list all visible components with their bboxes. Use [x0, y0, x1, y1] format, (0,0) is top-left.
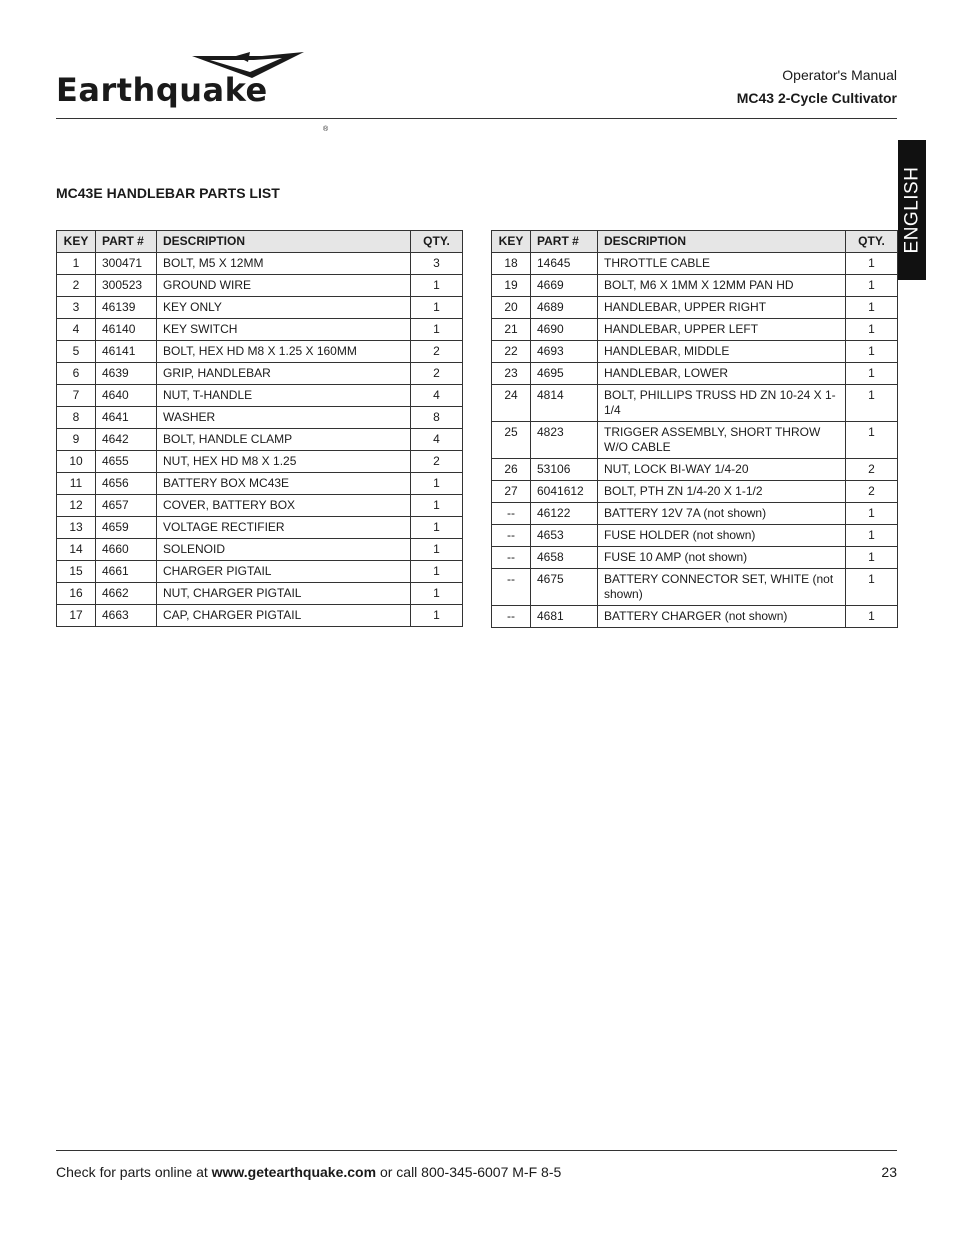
cell-key: --: [492, 525, 531, 547]
cell-part-number: 14645: [531, 253, 598, 275]
cell-description: VOLTAGE RECTIFIER: [157, 517, 411, 539]
cell-part-number: 4657: [96, 495, 157, 517]
cell-key: 27: [492, 481, 531, 503]
cell-description: GRIP, HANDLEBAR: [157, 363, 411, 385]
cell-key: --: [492, 569, 531, 606]
cell-qty: 1: [846, 363, 898, 385]
column-header-part: PART #: [531, 231, 598, 253]
cell-description: KEY ONLY: [157, 297, 411, 319]
cell-qty: 1: [411, 297, 463, 319]
cell-qty: 1: [411, 605, 463, 627]
cell-qty: 2: [846, 459, 898, 481]
column-header-description: DESCRIPTION: [598, 231, 846, 253]
cell-part-number: 4655: [96, 451, 157, 473]
table-row: [57, 451, 463, 473]
table-row: [57, 495, 463, 517]
cell-qty: 4: [411, 429, 463, 451]
cell-description: SOLENOID: [157, 539, 411, 561]
table-header-row: [492, 231, 898, 253]
footer-prefix: Check for parts online at: [56, 1164, 212, 1180]
cell-key: 3: [57, 297, 96, 319]
cell-part-number: 300523: [96, 275, 157, 297]
manual-label: Operator's Manual: [782, 67, 897, 83]
cell-qty: 1: [846, 253, 898, 275]
cell-description: TRIGGER ASSEMBLY, SHORT THROW W/O CABLE: [598, 422, 846, 459]
parts-table-right: [491, 230, 898, 628]
cell-qty: 1: [411, 517, 463, 539]
cell-part-number: 4653: [531, 525, 598, 547]
cell-part-number: 4693: [531, 341, 598, 363]
cell-part-number: 4658: [531, 547, 598, 569]
language-tab: [898, 140, 926, 280]
cell-description: HANDLEBAR, LOWER: [598, 363, 846, 385]
cell-key: 14: [57, 539, 96, 561]
cell-key: 21: [492, 319, 531, 341]
language-tab-label: ENGLISH: [901, 166, 923, 254]
cell-qty: 1: [411, 275, 463, 297]
registered-mark: ®: [323, 126, 329, 133]
column-header-key: KEY: [492, 231, 531, 253]
cell-key: 16: [57, 583, 96, 605]
cell-part-number: 4659: [96, 517, 157, 539]
cell-description: NUT, LOCK BI-WAY 1/4-20: [598, 459, 846, 481]
cell-qty: 1: [411, 583, 463, 605]
cell-description: HANDLEBAR, UPPER LEFT: [598, 319, 846, 341]
cell-qty: 8: [411, 407, 463, 429]
cell-key: 13: [57, 517, 96, 539]
cell-qty: 1: [846, 385, 898, 422]
cell-part-number: 4639: [96, 363, 157, 385]
table-row: [492, 606, 898, 628]
table-row: [57, 605, 463, 627]
model-label: MC43 2-Cycle Cultivator: [736, 90, 897, 106]
column-header-qty: QTY.: [846, 231, 898, 253]
column-header-part: PART #: [96, 231, 157, 253]
table-row: [492, 547, 898, 569]
cell-qty: 1: [846, 503, 898, 525]
cell-description: NUT, HEX HD M8 X 1.25: [157, 451, 411, 473]
cell-qty: 2: [411, 363, 463, 385]
cell-part-number: 4640: [96, 385, 157, 407]
table-row: [492, 481, 898, 503]
cell-qty: 1: [846, 319, 898, 341]
cell-qty: 1: [846, 297, 898, 319]
header-divider: [56, 118, 897, 119]
cell-description: BOLT, M5 X 12MM: [157, 253, 411, 275]
table-row: [57, 253, 463, 275]
table-row: [492, 297, 898, 319]
cell-key: 20: [492, 297, 531, 319]
table-row: [492, 422, 898, 459]
table-row: [57, 363, 463, 385]
column-header-key: KEY: [57, 231, 96, 253]
cell-qty: 1: [411, 319, 463, 341]
cell-part-number: 46140: [96, 319, 157, 341]
cell-part-number: 4695: [531, 363, 598, 385]
cell-key: 2: [57, 275, 96, 297]
table-row: [57, 583, 463, 605]
cell-key: --: [492, 606, 531, 628]
table-row: [57, 407, 463, 429]
cell-key: 25: [492, 422, 531, 459]
cell-description: BOLT, M6 X 1MM X 12MM PAN HD: [598, 275, 846, 297]
table-row: [57, 341, 463, 363]
footer-text: [56, 1164, 561, 1180]
cell-key: --: [492, 503, 531, 525]
cell-part-number: 4642: [96, 429, 157, 451]
cell-qty: 1: [846, 569, 898, 606]
cell-part-number: 4662: [96, 583, 157, 605]
table-row: [492, 275, 898, 297]
table-row: [492, 503, 898, 525]
cell-qty: 1: [846, 547, 898, 569]
cell-qty: 2: [846, 481, 898, 503]
cell-qty: 1: [846, 341, 898, 363]
table-row: [57, 385, 463, 407]
table-row: [492, 459, 898, 481]
cell-part-number: 4641: [96, 407, 157, 429]
cell-part-number: 53106: [531, 459, 598, 481]
cell-key: 23: [492, 363, 531, 385]
cell-part-number: 4689: [531, 297, 598, 319]
cell-key: 12: [57, 495, 96, 517]
logo-wordmark: Earthquake: [56, 71, 268, 109]
earthquake-logo: [56, 52, 329, 133]
table-row: [57, 429, 463, 451]
cell-qty: 1: [846, 606, 898, 628]
cell-description: BOLT, PTH ZN 1/4-20 X 1-1/2: [598, 481, 846, 503]
cell-description: BOLT, HANDLE CLAMP: [157, 429, 411, 451]
cell-description: NUT, T-HANDLE: [157, 385, 411, 407]
table-row: [57, 275, 463, 297]
cell-key: 9: [57, 429, 96, 451]
section-title: MC43E HANDLEBAR PARTS LIST: [56, 185, 280, 201]
cell-key: 22: [492, 341, 531, 363]
cell-description: BATTERY CHARGER (not shown): [598, 606, 846, 628]
cell-key: 19: [492, 275, 531, 297]
cell-description: GROUND WIRE: [157, 275, 411, 297]
cell-description: FUSE 10 AMP (not shown): [598, 547, 846, 569]
cell-key: 24: [492, 385, 531, 422]
table-row: [57, 473, 463, 495]
cell-qty: 1: [411, 539, 463, 561]
cell-description: BOLT, PHILLIPS TRUSS HD ZN 10-24 X 1-1/4: [598, 385, 846, 422]
cell-description: NUT, CHARGER PIGTAIL: [157, 583, 411, 605]
table-row: [57, 561, 463, 583]
column-header-qty: QTY.: [411, 231, 463, 253]
cell-description: HANDLEBAR, UPPER RIGHT: [598, 297, 846, 319]
cell-key: 8: [57, 407, 96, 429]
table-row: [492, 525, 898, 547]
cell-key: 6: [57, 363, 96, 385]
cell-description: COVER, BATTERY BOX: [157, 495, 411, 517]
cell-description: BATTERY BOX MC43E: [157, 473, 411, 495]
cell-part-number: 46139: [96, 297, 157, 319]
table-row: [492, 363, 898, 385]
cell-qty: 2: [411, 341, 463, 363]
cell-part-number: 4681: [531, 606, 598, 628]
table-row: [57, 539, 463, 561]
cell-qty: 1: [411, 495, 463, 517]
cell-part-number: 4675: [531, 569, 598, 606]
cell-description: KEY SWITCH: [157, 319, 411, 341]
table-row: [492, 385, 898, 422]
table-row: [492, 253, 898, 275]
cell-description: THROTTLE CABLE: [598, 253, 846, 275]
cell-qty: 4: [411, 385, 463, 407]
cell-description: BATTERY CONNECTOR SET, WHITE (not shown): [598, 569, 846, 606]
footer-suffix: or call 800-345-6007 M-F 8-5: [376, 1164, 562, 1180]
cell-key: 26: [492, 459, 531, 481]
cell-description: WASHER: [157, 407, 411, 429]
cell-qty: 1: [846, 525, 898, 547]
page-number: 23: [881, 1164, 897, 1180]
column-header-description: DESCRIPTION: [157, 231, 411, 253]
table-row: [492, 319, 898, 341]
cell-part-number: 4823: [531, 422, 598, 459]
cell-key: 4: [57, 319, 96, 341]
cell-key: 5: [57, 341, 96, 363]
cell-part-number: 4656: [96, 473, 157, 495]
parts-table-left: [56, 230, 463, 627]
table-row: [492, 341, 898, 363]
cell-key: 10: [57, 451, 96, 473]
cell-qty: 2: [411, 451, 463, 473]
cell-part-number: 300471: [96, 253, 157, 275]
cell-part-number: 6041612: [531, 481, 598, 503]
cell-qty: 3: [411, 253, 463, 275]
cell-description: HANDLEBAR, MIDDLE: [598, 341, 846, 363]
cell-description: CHARGER PIGTAIL: [157, 561, 411, 583]
cell-part-number: 46122: [531, 503, 598, 525]
cell-key: 18: [492, 253, 531, 275]
cell-key: 15: [57, 561, 96, 583]
cell-description: FUSE HOLDER (not shown): [598, 525, 846, 547]
table-row: [57, 297, 463, 319]
table-row: [57, 517, 463, 539]
cell-part-number: 46141: [96, 341, 157, 363]
cell-key: --: [492, 547, 531, 569]
footer-website-link[interactable]: www.getearthquake.com: [211, 1164, 377, 1180]
cell-description: BOLT, HEX HD M8 X 1.25 X 160MM: [157, 341, 411, 363]
cell-description: BATTERY 12V 7A (not shown): [598, 503, 846, 525]
cell-key: 11: [57, 473, 96, 495]
footer-divider: [56, 1150, 897, 1151]
cell-part-number: 4814: [531, 385, 598, 422]
cell-qty: 1: [846, 275, 898, 297]
cell-description: CAP, CHARGER PIGTAIL: [157, 605, 411, 627]
cell-qty: 1: [411, 561, 463, 583]
cell-key: 1: [57, 253, 96, 275]
table-header-row: [57, 231, 463, 253]
cell-key: 7: [57, 385, 96, 407]
cell-part-number: 4661: [96, 561, 157, 583]
table-row: [57, 319, 463, 341]
cell-part-number: 4660: [96, 539, 157, 561]
cell-part-number: 4663: [96, 605, 157, 627]
cell-qty: 1: [411, 473, 463, 495]
cell-qty: 1: [846, 422, 898, 459]
cell-part-number: 4669: [531, 275, 598, 297]
table-row: [492, 569, 898, 606]
cell-part-number: 4690: [531, 319, 598, 341]
cell-key: 17: [57, 605, 96, 627]
